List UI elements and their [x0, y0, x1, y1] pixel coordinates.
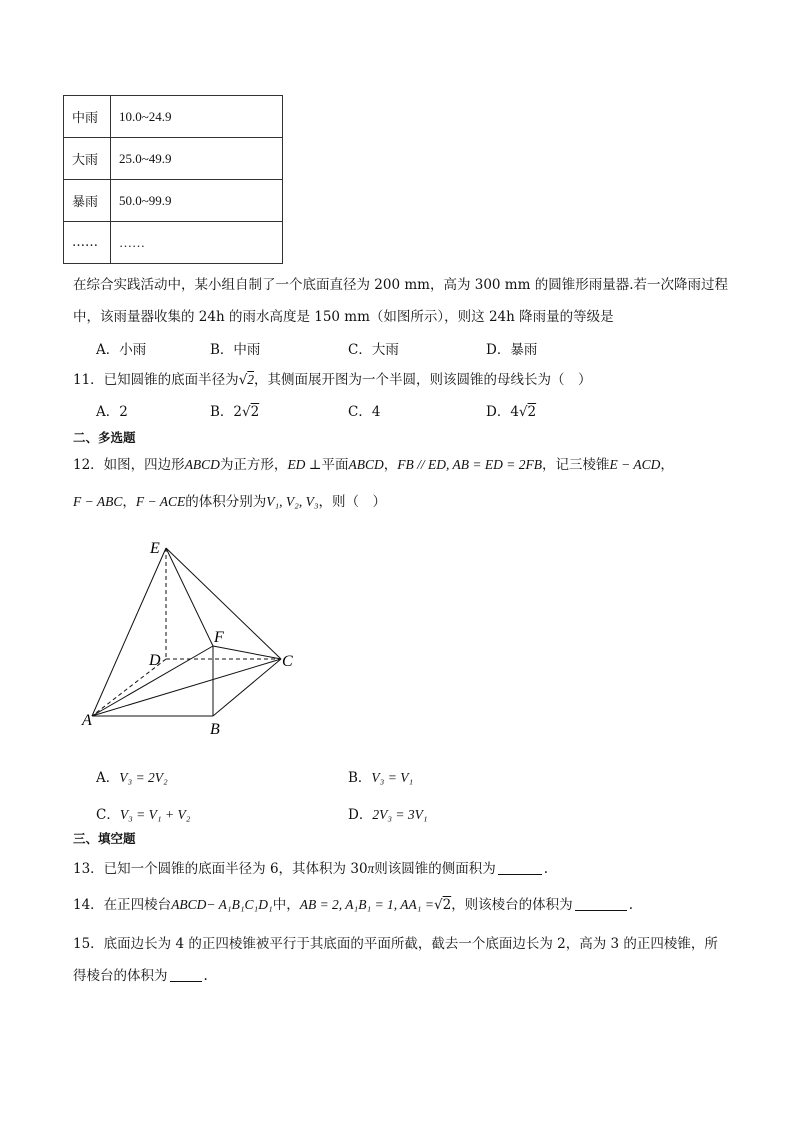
- q12-option-d: D．2V₃ = 3V₁: [348, 807, 428, 823]
- q12-stem-line1: 12．如图，四边形ABCD为正方形，ED ⊥平面ABCD，FB // ED, AB = ED = 2FB，记三棱锥E − ACD，: [73, 457, 674, 473]
- q13-stem: 13．已知一个圆锥的底面半径为 6，其体积为 30π则该圆锥的侧面积为 .: [73, 861, 549, 877]
- q10-line1: 在综合实践活动中，某小组自制了一个底面直径为 200 mm，高为 300 mm 的圆锥形雨量器.若一次降雨过程: [73, 277, 728, 293]
- table-row: [64, 180, 283, 222]
- q12-stem-line2: F − ABC，F − ACE的体积分别为V₁, V₂, V₃，则（ ）: [73, 494, 387, 510]
- table-row: [64, 96, 283, 138]
- grade-cell: 大雨: [64, 138, 111, 180]
- grade-cell: 中雨: [64, 96, 111, 138]
- edge-fc: [213, 646, 281, 659]
- range-cell: 50.0~99.9: [111, 180, 283, 222]
- section-heading-fill-blank: 三、填空题: [73, 831, 136, 846]
- q10-option-d: D．暴雨: [486, 342, 538, 358]
- q14-stem: 14．在正四棱台ABCD− A₁B₁C₁D₁中，AB = 2, A₁B₁ = 1, AA₁ =√2，则该棱台的体积为 .: [73, 897, 633, 913]
- edge-ef: [166, 548, 213, 646]
- q11-option-c: C．4: [348, 404, 381, 420]
- q11-stem: 11．已知圆锥的底面半径为√2，其侧面展开图为一个半圆，则该圆锥的母线长为（ ）: [73, 372, 592, 388]
- grade-cell: ……: [64, 222, 111, 264]
- sqrt-symbol: √: [238, 372, 248, 388]
- answer-blank[interactable]: [498, 861, 542, 875]
- q12-option-a: A．V₃ = 2V₂: [96, 770, 168, 786]
- label-d: D: [149, 652, 161, 669]
- q11-option-a: A．2: [96, 404, 128, 420]
- range-cell: 25.0~49.9: [111, 138, 283, 180]
- table-row: [64, 222, 283, 264]
- label-f: F: [214, 629, 224, 646]
- label-a: A: [82, 712, 92, 729]
- pyramid-figure: [80, 533, 305, 743]
- edge-ea: [92, 548, 166, 716]
- answer-blank[interactable]: [170, 968, 202, 982]
- grade-cell: 暴雨: [64, 180, 111, 222]
- rain-grade-table: [63, 95, 283, 264]
- answer-blank[interactable]: [575, 897, 627, 911]
- range-cell: ……: [111, 222, 283, 264]
- label-e: E: [150, 540, 160, 557]
- q10-option-a: A．小雨: [96, 342, 147, 358]
- q11-option-d: D．4√2: [486, 404, 537, 420]
- q10-option-b: B．中雨: [210, 342, 261, 358]
- label-b: B: [210, 721, 220, 738]
- q15-line1: 15．底面边长为 4 的正四棱锥被平行于其底面的平面所截，截去一个底面边长为 2，高为 3 的正四棱锥，所: [73, 936, 718, 952]
- q12-option-c: C．V₃ = V₁ + V₂: [96, 807, 191, 823]
- range-cell: 10.0~24.9: [111, 96, 283, 138]
- q15-line2: 得棱台的体积为 .: [73, 968, 208, 984]
- q12-option-b: B．V₃ = V₁: [348, 770, 414, 786]
- label-c: C: [282, 653, 293, 670]
- edge-bc: [213, 659, 281, 716]
- section-heading-multi-choice: 二、多选题: [73, 430, 136, 445]
- q11-option-b: B．2√2: [210, 404, 260, 420]
- edge-ac: [92, 659, 281, 716]
- q10-option-c: C．大雨: [348, 342, 399, 358]
- table-row: [64, 138, 283, 180]
- q10-line2: 中，该雨量器收集的 24h 的雨水高度是 150 mm（如图所示），则这 24h 降雨量的等级是: [73, 309, 614, 325]
